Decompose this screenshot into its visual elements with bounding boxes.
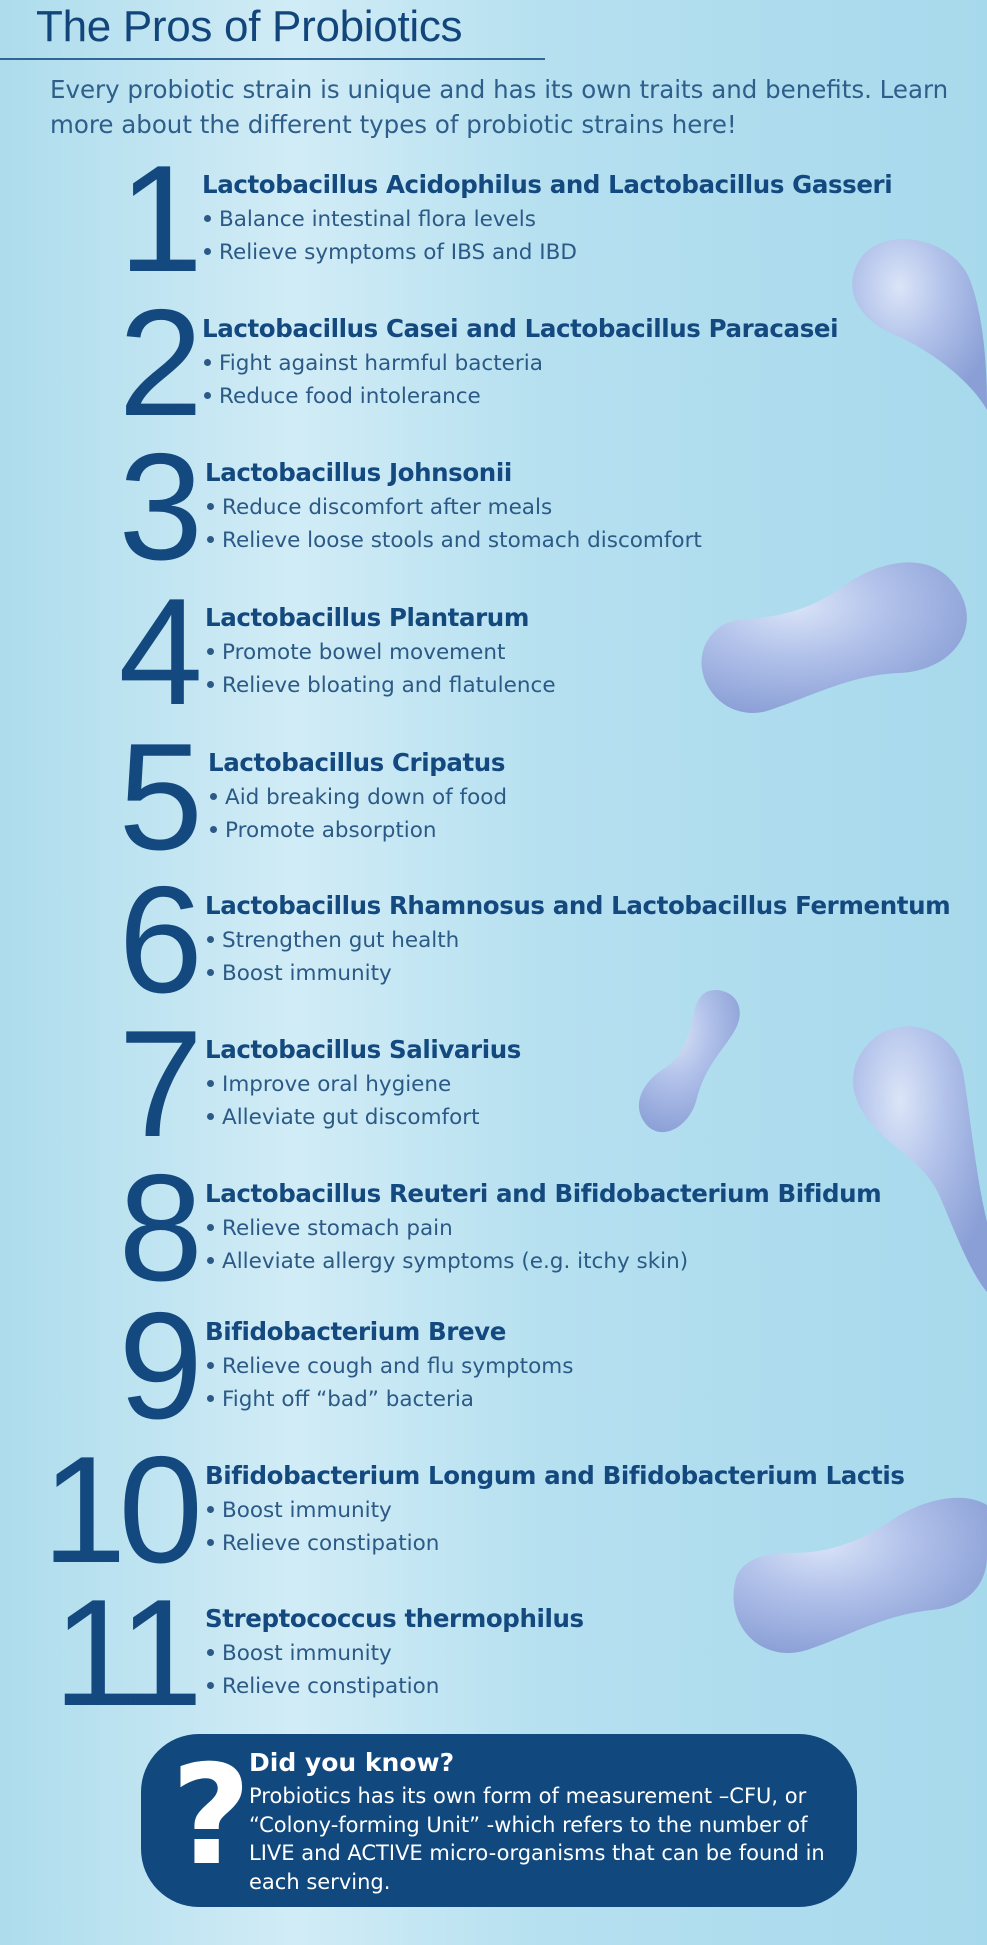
strain-number: 10 bbox=[41, 1425, 195, 1595]
benefit-text: Boost immunity bbox=[222, 961, 392, 986]
bullet-icon bbox=[207, 969, 214, 976]
benefit-text: Relieve symptoms of IBS and IBD bbox=[219, 240, 577, 265]
benefit-item bbox=[202, 380, 838, 413]
benefit-text: Balance intestinal flora levels bbox=[219, 207, 536, 232]
bullet-icon bbox=[207, 681, 214, 688]
benefit-item bbox=[205, 636, 556, 669]
bullet-icon bbox=[207, 1506, 214, 1513]
bullet-icon bbox=[207, 1224, 214, 1231]
intro-text: Every probiotic strain is unique and has its own traits and benefits. Learn more about the different types of probiotic strains here! bbox=[50, 75, 949, 139]
strain-item bbox=[0, 855, 987, 1025]
bullet-icon bbox=[204, 359, 211, 366]
strain-name: Lactobacillus Salivarius bbox=[205, 1035, 521, 1064]
strain-name: Lactobacillus Plantarum bbox=[205, 603, 529, 632]
benefit-text: Relieve constipation bbox=[222, 1531, 440, 1556]
benefit-text: Improve oral hygiene bbox=[222, 1072, 452, 1097]
benefit-text: Promote bowel movement bbox=[222, 640, 506, 665]
callout-body: Probiotics has its own form of measurement –CFU, or “Colony-forming Unit” -which refers to the number of LIVE and ACTIVE micro-organisms that can be found in each serving. bbox=[249, 1784, 825, 1894]
bullet-icon bbox=[207, 1362, 214, 1369]
benefit-item bbox=[202, 347, 838, 380]
benefit-text: Promote absorption bbox=[225, 818, 437, 843]
benefit-item bbox=[208, 781, 507, 814]
benefit-text: Relieve loose stools and stomach discomfort bbox=[222, 528, 702, 553]
strain-item bbox=[0, 1568, 987, 1738]
benefit-item bbox=[205, 1068, 521, 1101]
did-you-know-callout bbox=[141, 1734, 857, 1907]
bullet-icon bbox=[207, 503, 214, 510]
strain-item bbox=[0, 278, 987, 448]
title-divider bbox=[0, 58, 545, 60]
strain-name: Lactobacillus Rhamnosus and Lactobacillus Fermentum bbox=[205, 891, 951, 920]
strain-number: 8 bbox=[118, 1143, 195, 1313]
benefit-item bbox=[205, 1527, 905, 1560]
callout-heading: Did you know? bbox=[249, 1748, 455, 1777]
bullet-icon bbox=[207, 936, 214, 943]
strain-number: 11 bbox=[53, 1568, 195, 1738]
bullet-icon bbox=[210, 793, 217, 800]
bullet-icon bbox=[210, 826, 217, 833]
strain-item bbox=[0, 134, 987, 304]
bullet-icon bbox=[207, 1395, 214, 1402]
strain-number: 7 bbox=[118, 999, 195, 1169]
benefit-text: Alleviate allergy symptoms (e.g. itchy skin) bbox=[222, 1249, 689, 1274]
bullet-icon bbox=[207, 1257, 214, 1264]
bullet-icon bbox=[204, 215, 211, 222]
benefit-text: Relieve stomach pain bbox=[222, 1216, 453, 1241]
strain-name: Bifidobacterium Breve bbox=[205, 1317, 506, 1346]
strain-item bbox=[0, 712, 987, 882]
benefit-item bbox=[205, 1670, 584, 1703]
benefit-text: Relieve bloating and flatulence bbox=[222, 673, 556, 698]
bullet-icon bbox=[207, 1682, 214, 1689]
benefit-text: Boost immunity bbox=[222, 1641, 392, 1666]
benefit-item bbox=[202, 236, 892, 269]
bullet-icon bbox=[207, 1113, 214, 1120]
strain-item bbox=[0, 1281, 987, 1451]
strain-number: 3 bbox=[118, 422, 195, 592]
strain-number: 5 bbox=[118, 712, 195, 882]
bullet-icon bbox=[204, 248, 211, 255]
bullet-icon bbox=[204, 392, 211, 399]
benefit-item bbox=[208, 814, 507, 847]
benefit-item bbox=[205, 924, 950, 957]
benefit-item bbox=[205, 524, 702, 557]
benefit-item bbox=[205, 1212, 881, 1245]
bullet-icon bbox=[207, 1649, 214, 1656]
bullet-icon bbox=[207, 536, 214, 543]
strain-item bbox=[0, 1143, 987, 1313]
benefit-item bbox=[202, 203, 892, 236]
benefit-text: Fight against harmful bacteria bbox=[219, 351, 543, 376]
bullet-icon bbox=[207, 1080, 214, 1087]
benefit-text: Relieve cough and flu symptoms bbox=[222, 1354, 574, 1379]
benefit-text: Aid breaking down of food bbox=[225, 785, 508, 810]
page-title: The Pros of Probiotics bbox=[36, 2, 463, 51]
strain-number: 1 bbox=[118, 134, 195, 304]
strain-number: 9 bbox=[118, 1281, 195, 1451]
benefit-item bbox=[205, 1494, 905, 1527]
strain-item bbox=[0, 567, 987, 737]
benefit-item bbox=[205, 1101, 521, 1134]
strain-number: 6 bbox=[118, 855, 195, 1025]
question-mark-icon: ? bbox=[171, 1735, 252, 1896]
benefit-item bbox=[205, 1245, 881, 1278]
strain-number: 4 bbox=[118, 567, 195, 737]
strain-name: Lactobacillus Acidophilus and Lactobacillus Gasseri bbox=[202, 170, 893, 199]
strain-number: 2 bbox=[118, 278, 195, 448]
strain-name: Lactobacillus Reuteri and Bifidobacterium Bifidum bbox=[205, 1179, 882, 1208]
benefit-item bbox=[205, 1637, 584, 1670]
bullet-icon bbox=[207, 648, 214, 655]
benefit-item bbox=[205, 1350, 573, 1383]
benefit-item bbox=[205, 957, 950, 990]
benefit-text: Strengthen gut health bbox=[222, 928, 460, 953]
strain-item bbox=[0, 422, 987, 592]
strain-name: Streptococcus thermophilus bbox=[205, 1604, 584, 1633]
benefit-item bbox=[205, 669, 556, 702]
benefit-text: Reduce food intolerance bbox=[219, 384, 481, 409]
bullet-icon bbox=[207, 1539, 214, 1546]
strain-item bbox=[0, 1425, 987, 1595]
benefit-text: Boost immunity bbox=[222, 1498, 392, 1523]
strain-name: Lactobacillus Cripatus bbox=[208, 748, 506, 777]
benefit-text: Relieve constipation bbox=[222, 1674, 440, 1699]
benefit-item bbox=[205, 491, 702, 524]
strain-name: Lactobacillus Casei and Lactobacillus Paracasei bbox=[202, 314, 839, 343]
strain-name: Bifidobacterium Longum and Bifidobacterium Lactis bbox=[205, 1461, 905, 1490]
benefit-text: Reduce discomfort after meals bbox=[222, 495, 553, 520]
strain-name: Lactobacillus Johnsonii bbox=[205, 458, 512, 487]
benefit-text: Alleviate gut discomfort bbox=[222, 1105, 480, 1130]
benefit-text: Fight off “bad” bacteria bbox=[222, 1387, 474, 1412]
strain-item bbox=[0, 999, 987, 1169]
benefit-item bbox=[205, 1383, 573, 1416]
